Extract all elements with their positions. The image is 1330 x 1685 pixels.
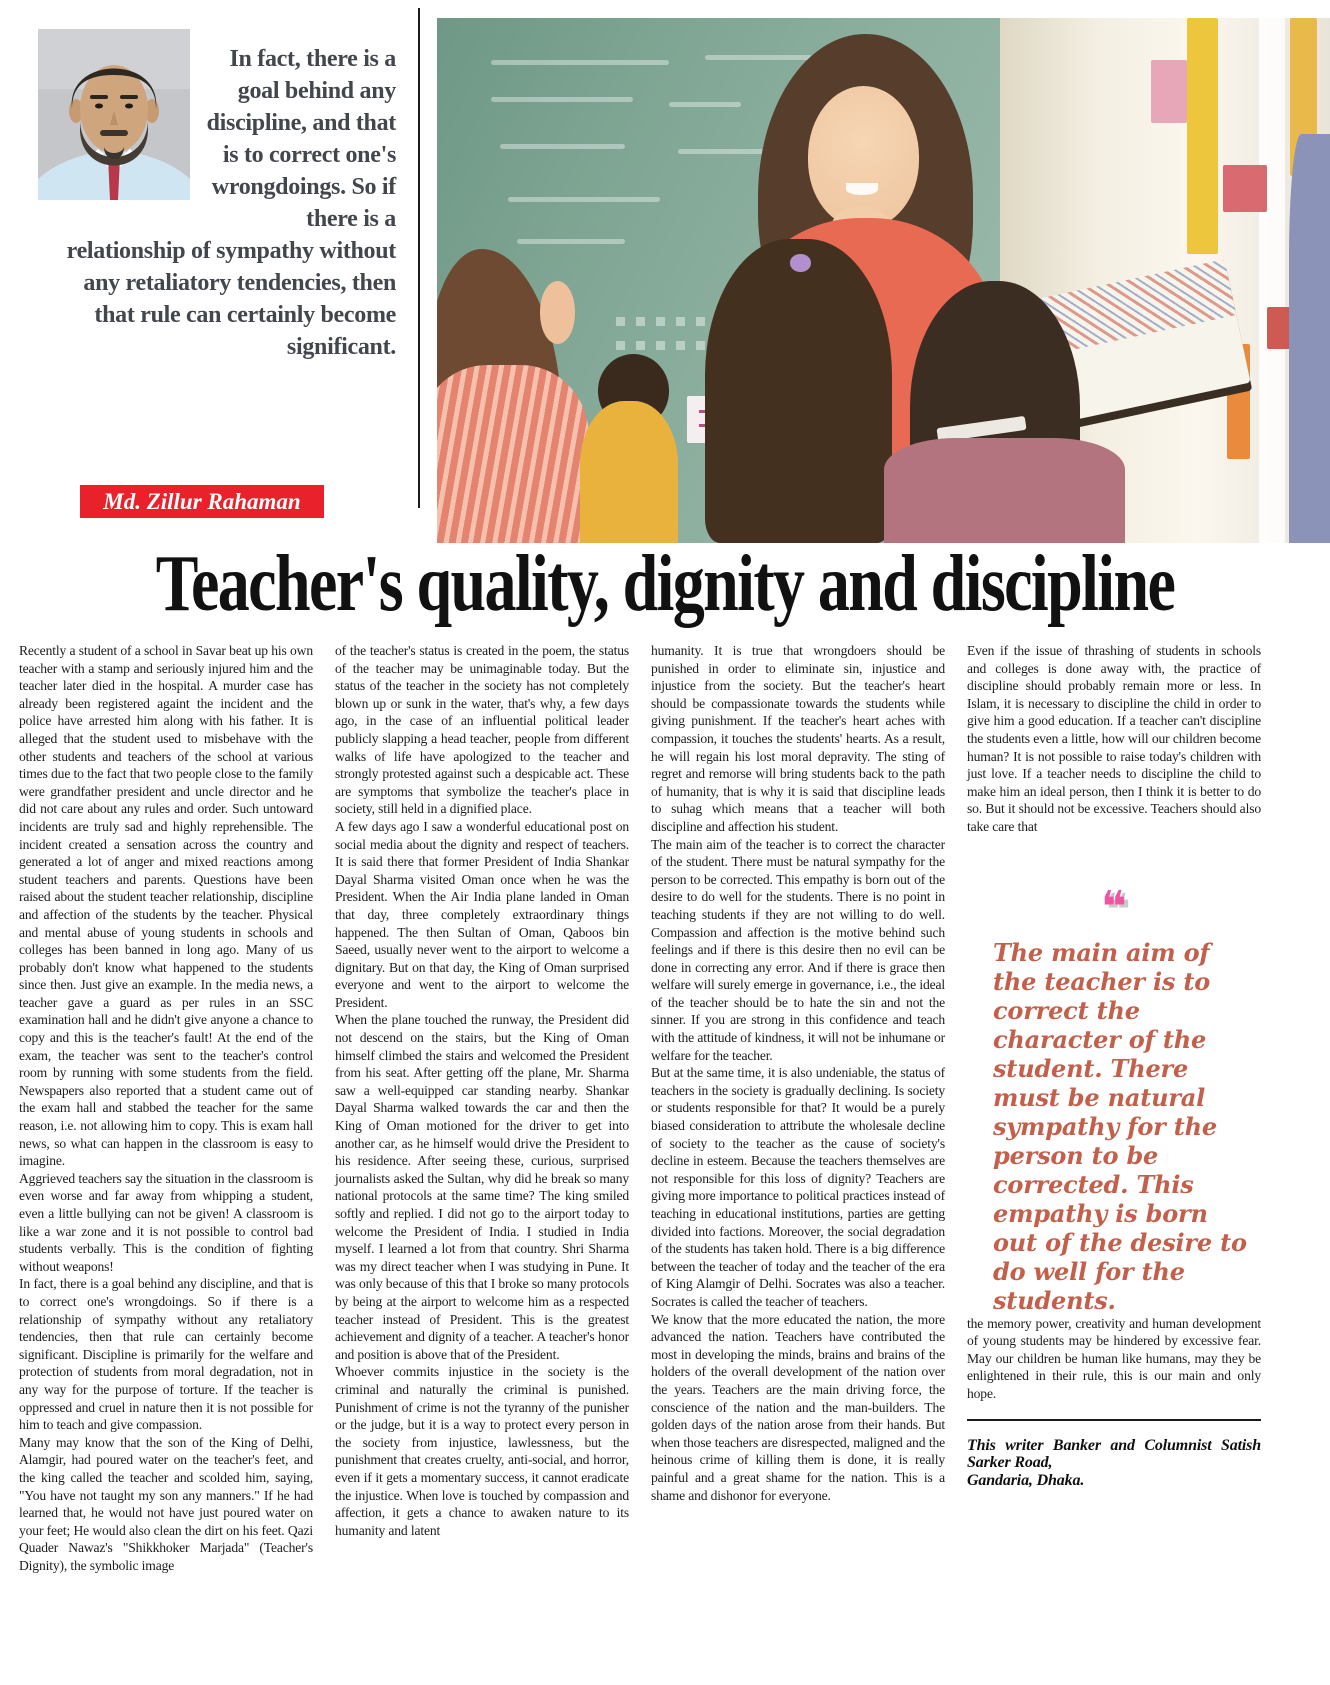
page-title: Teacher's quality, dignity and discipline: [155, 540, 1175, 628]
student-yellow-shirt: [580, 401, 678, 543]
chalk-writing: [500, 144, 625, 149]
footer-byline-line: Gandaria, Dhaka.: [967, 1472, 1085, 1490]
pull-quote: [967, 881, 1261, 1315]
paragraph: The main aim of the teacher is to correct the character of the student. There must be natural sympathy for the person to be corrected. This empathy is born out of the desire to do well for the students. There is no point in teaching students if they are not willing to do well. Compassion and affection is the motive behind such feelings and if there is this desire then no evil can be done in correcting any error. And if there is grace then welfare will surely emerge in governance, i.e., the ideal of the teacher should be to hate the sin and not the sinner. If you are strong in this confidence and teach with the attitude of kindness, it will not be inhumane or welfare for the teacher.: [651, 836, 945, 1063]
poster-yellow-strip: [1187, 18, 1218, 254]
article-intro: [38, 29, 396, 363]
paragraph: When the plane touched the runway, the President did not descend on the stairs, but the King of Oman himself climbed the stairs and welcomed the President from his seat. After getting off the plane, Mr. Sharma saw a well-equipped car standing nearby. Shankar Dayal Sharma walked towards the car and then the King of Oman motioned for the driver to get into another car, as he himself would drive the President to his residence. After seeing these, curious, surprised journalists asked the Sultan, why did he break so many national protocols at the same time? The king smiled softly and replied. I did not go to the airport today to welcome the President of India. I studied in India myself. I learned a lot from that country. Shri Sharma was my direct teacher when I was studying in Pune. It was only because of this that I broke so many protocols by being at the airport to welcome him as a respected teacher instead of President. This is the greatest achievement and dignity of a teacher. A teacher's honor and position is above that of the President.: [335, 1012, 629, 1362]
author-portrait-illustration: [38, 29, 190, 200]
paragraph: Recently a student of a school in Savar beat up his own teacher with a stamp and seriously injured him and the teacher later died in the hospital. A murder case has already been registered againt the incident and the police have arrested him along with his father. It is alleged that the student used to misbehave with the other students and teachers of the school at various times due to the fact that two people close to the family were grandfather president and uncle director and he did not care about any rules and order. Such untoward incidents are truly sad and highly reprehensible. The incident created a sensation across the country and generated a lot of anger and mixed reactions among student teachers and parents. Questions have been raised about the student teacher relationship, discipline and affection of the students by the teacher. Physical and mental abuse of young students in schools and colleges has been banned in long ago. Many of us probably don't know what happened to the students since then. Just give an example. In the media news, a teacher gave a guard as per rules in an SSC examination hall and he didn't give anyone a chance to copy and this is the teacher's fault! At the end of the exam, the teacher was sent to the teacher's control room by running with some students from the field. Newspapers also reported that a student came out of the exam hall and stabbed the teacher for the same reason, i.e. not allowing him to copy. This is exam hall news, so what can happen in the classroom is easy to imagine.: [19, 643, 313, 1169]
paragraph: Many may know that the son of the King of Delhi, Alamgir, had poured water on the teacher's feet, and the king called the teacher and scolded him, saying, "You have not taught my son any manners." If he had learned that, he would not have just poured water on your feet; He would also clean the dirt on his feet. Qazi Quader Nawaz's "Shikkhoker Marjada" (Teacher's Dignity), the symbolic image: [19, 1434, 313, 1573]
student-left-striped-shirt: [437, 365, 589, 544]
student-right-shirt: [884, 438, 1125, 543]
article-column-4: [967, 642, 1261, 1490]
vertical-divider: [418, 8, 420, 508]
paragraph: But at the same time, it is also undeniable, the status of teachers in the society is gradually declining. Is society or students responsible for that? It would be a purely biased consideration to attribute the wholesale decline of society to the teacher as the cause of society's decline in esteem. Because the teachers themselves are not responsible for this loss of dignity? Teachers are giving more importance to political practices instead of teaching in educational institutions, parties are getting divided into factions. Moreover, the social degradation of the students has taken hold. There is a big difference between the teacher of today and the teacher of the era of King Alamgir of Delhi. Socrates was also a teacher. Socrates is called the teacher of teachers.: [651, 1065, 945, 1309]
paragraph: We know that the more educated the nation, the more advanced the nation. Teachers have contributed the most in developing the minds, brains and brains of the holders of the overall development of the nation over the years. Teachers are the main driving force, the conscience of the nation and the man-builders. The golden days of the nation arose from their hands. But when those teachers are disrespected, maligned and the heinous crime of killing them is done, it is really painful and a great shame for the nation. This is a shame and dishonor for everyone.: [651, 1311, 945, 1503]
quote-mark-icon: ❝: [1101, 881, 1127, 933]
chalk-writing: [491, 60, 670, 65]
poster-pink: [1151, 60, 1187, 123]
footer-byline: [967, 1437, 1261, 1490]
chalk-writing: [678, 149, 767, 154]
student-left-face: [540, 281, 576, 344]
paragraph: In fact, there is a goal behind any discipline, and that is to correct one's wrongdoings. So if there is a relationship of sympathy without any retaliatory tendencies, then that rule can certainly become significant. Discipline is primarily for the welfare and protection of students from moral degradation, not in any way for the purpose of torture. If the teacher is oppressed and cruel in nature then it is not possible for him to teach and give compassion.: [19, 1276, 313, 1433]
pull-quote-text: The main aim of the teacher is to correct the character of the student. There must be natural sympathy for the person to be corrected. This empathy is born out of the desire to do well for the students.: [993, 937, 1247, 1315]
article-column-3: [651, 642, 945, 1504]
article-column-2: [335, 642, 629, 1539]
paragraph: A few days ago I saw a wonderful educational post on social media about the dignity and respect of teachers. It is said there that former President of India Shankar Dayal Sharma visited Oman once when he was the President. When the Air India plane landed in Oman that day, three completely extraordinary things happened. The then Sultan of Oman, Qaboos bin Saeed, usually never went to the airport to welcome a dignitary. But on that day, the King of Oman surprised everyone and went to the airport to welcome the President.: [335, 818, 629, 1010]
window-light: [1259, 18, 1286, 543]
author-name: Md. Zillur Rahaman: [103, 489, 301, 514]
student-hair-clip: [790, 254, 811, 272]
paragraph: humanity. It is true that wrongdoers should be punished in order to eliminate sin, injustice and injustice from the society. But the teacher's heart should be compassionate towards the students while giving punishment. If the teacher's heart aches with compassion, it touches the students' hearts. As a result, he will regain his lost moral depravity. The sting of regret and remorse will bring students back to the path of humanity, that is why it is said that discipline leads to suhag which means that a teacher will both discipline and affection his student.: [651, 643, 945, 834]
classroom-photo: [437, 18, 1330, 543]
chalk-writing: [669, 102, 740, 107]
chalk-writing: [491, 97, 634, 102]
footer-byline-line: This writer Banker and Columnist Satish Sarker Road,: [967, 1436, 1261, 1472]
chalk-writing: [705, 55, 812, 60]
author-byline-box: [80, 485, 324, 518]
footer-divider: [967, 1419, 1261, 1421]
student-center-hair: [705, 239, 893, 544]
paragraph: Even if the issue of thrashing of students in schools and colleges is done away with, the practice of discipline should probably remain more or less. In Islam, it is necessary to discipline the child in order to give him a good education. If a teacher can't discipline the students even a little, how will our children become human? It is not possible to raise today's children with just love. If a teacher needs to discipline the child to make him an ideal person, then I think it is better to do so. But it should not be excessive. Teachers should also take care that: [967, 643, 1261, 834]
paragraph: Aggrieved teachers say the situation in the classroom is even worse and far away from whipping a student, even a little bullying can not be given! A classroom is like a war zone and it is not possible to control bad students verbally. This is the condition of fighting without weapons!: [19, 1170, 313, 1274]
chalk-writing: [508, 197, 660, 202]
article-column-1: [19, 642, 313, 1574]
author-photo: [38, 29, 190, 200]
lead-quote: In fact, there is a goal behind any discipline, and that is to correct one's wrongdoings. So if there is a relationship of sympathy without any retaliatory tendencies, then that rule can certainly become significant.: [66, 46, 396, 360]
student-far-right: [1289, 134, 1330, 544]
paragraph: the memory power, creativity and human development of young students may be hindered by excessive fear. May our children be human like humans, may they be enlightened in their rule, this is our main and only hope.: [967, 1315, 1261, 1401]
paragraph: Whoever commits injustice in the society is the criminal and naturally the criminal is punished. Punishment of crime is not the tyranny of the punisher or the judge, but it is a way to protect every person in the society from injustice, lawlessness, but the punishment that creates cruelty, anti-social, and horror, even if it gets a momentary success, it cannot eradicate the injustice. When love is touched by compassion and affection, it gets a chance to awaken nature to its humanity and latent: [335, 1364, 629, 1538]
chalk-writing: [517, 239, 624, 244]
poster-red: [1223, 165, 1268, 212]
paragraph: of the teacher's status is created in the poem, the status of the teacher may be unimaginable today. But the status of the teacher in the society has not completely blown up or sunk in the water, that's why, a few days ago, in the case of an influential political leader publicly slapping a head teacher, people from different walks of life have apologized to the teacher and strongly protested against such a despicable act. These are symptoms that symbolize the teacher's place in society, still held in a dignified place.: [335, 643, 629, 817]
teacher-smile: [846, 183, 878, 195]
